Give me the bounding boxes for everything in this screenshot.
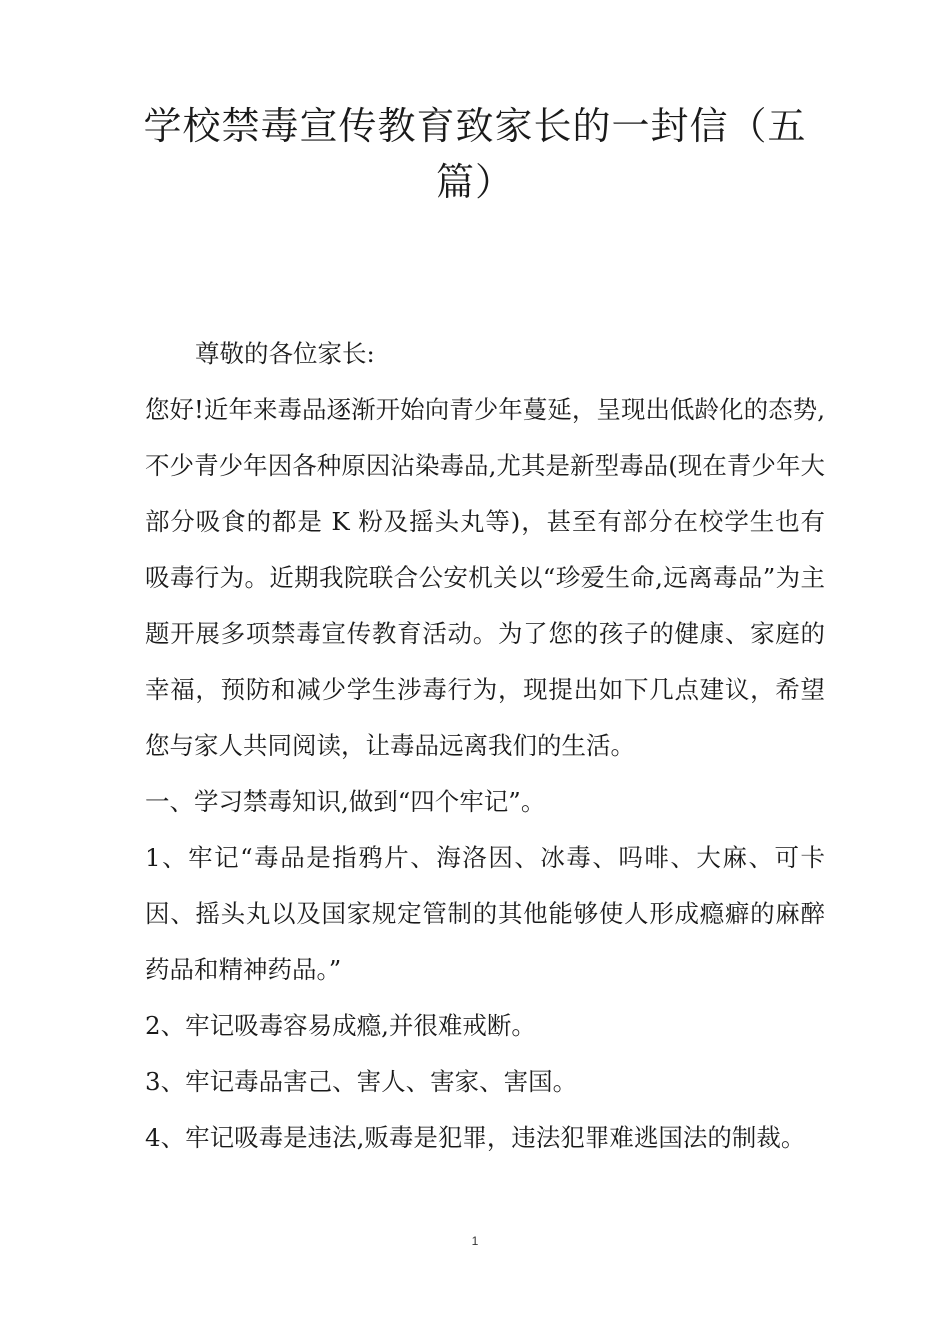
document-title: 学校禁毒宣传教育致家长的一封信（五篇） <box>143 104 807 204</box>
list-item-3: 3、牢记毒品害己、害人、害家、害国。 <box>145 1067 578 1096</box>
list-item-4: 4、牢记吸毒是违法,贩毒是犯罪，违法犯罪难逃国法的制裁。 <box>145 1123 806 1152</box>
document-body <box>145 326 825 1166</box>
list-item-1: 1、牢记“毒品是指鸦片、海洛因、冰毒、吗啡、大麻、可卡因、摇头丸以及国家规定管制的其他能够使人形成瘾癖的麻醉药品和精神药品。” <box>145 843 825 984</box>
page-number: 1 <box>471 1234 479 1248</box>
list-item-2: 2、牢记吸毒容易成瘾,并很难戒断。 <box>145 1011 536 1040</box>
paragraph-intro: 您好!近年来毒品逐渐开始向青少年蔓延，呈现出低龄化的态势,不少青少年因各种原因沾染毒品,尤其是新型毒品(现在青少年大部分吸食的都是 K 粉及摇头丸等)，甚至有部分在校学生也有吸毒行为。近期我院联合公安机关以“珍爱生命,远离毒品”为主题开展多项禁毒宣传教育活动。为了您的孩子的健康、家庭的幸福，预防和减少学生涉毒行为，现提出如下几点建议，希望您与家人共同阅读，让毒品远离我们的生活。 <box>145 395 825 760</box>
greeting: 尊敬的各位家长: <box>195 339 375 368</box>
section-heading-one: 一、学习禁毒知识,做到“四个牢记”。 <box>145 787 546 816</box>
